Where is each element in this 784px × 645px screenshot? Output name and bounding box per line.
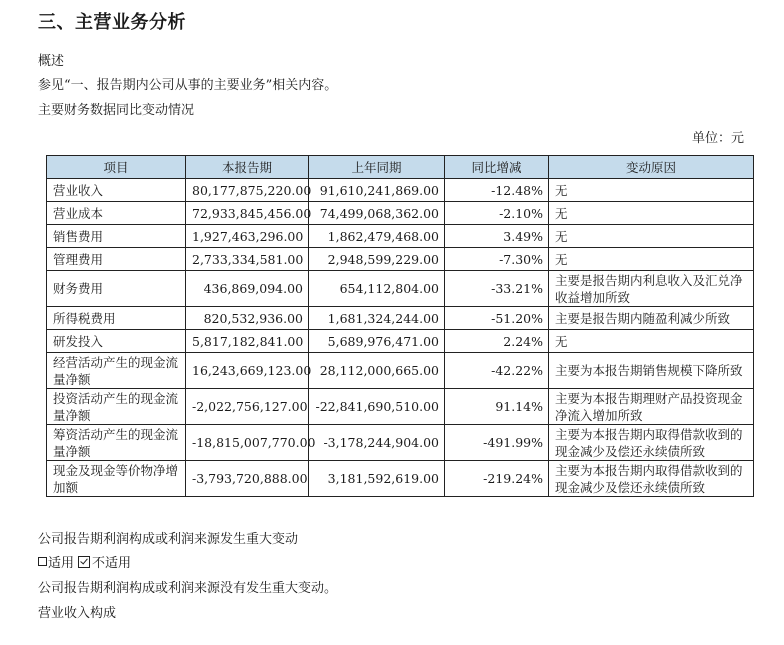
row-change-reason: 无 [549,202,754,225]
table-row [47,425,754,461]
row-item: 营业成本 [47,202,186,225]
row-item: 经营活动产生的现金流量净额 [47,353,186,389]
row-prior-period: -3,178,244,904.00 [309,425,445,461]
applicability-checkboxes [38,556,131,572]
table-row [47,271,754,307]
row-current-period: 5,817,182,841.00 [186,330,309,353]
overview-text: 参见“一、报告期内公司从事的主要业务”相关内容。 [38,78,338,93]
row-yoy-change: -33.21% [445,271,549,307]
row-prior-period: 91,610,241,869.00 [309,179,445,202]
row-change-reason: 主要为本报告期销售规模下降所致 [549,353,754,389]
checkbox-not-applicable-label: 不适用 [92,556,132,571]
row-yoy-change: -51.20% [445,307,549,330]
row-current-period: -2,022,756,127.00 [186,389,309,425]
row-item: 现金及现金等价物净增加额 [47,461,186,497]
row-item: 营业收入 [47,179,186,202]
row-change-reason: 无 [549,248,754,271]
table-row [47,353,754,389]
table-row [47,179,754,202]
row-prior-period: 654,112,804.00 [309,271,445,307]
table-row [47,202,754,225]
checkbox-not-applicable[interactable] [78,556,90,568]
table-row [47,248,754,271]
row-yoy-change: 91.14% [445,389,549,425]
financial-data-table [46,155,754,497]
revenue-section-label: 营业收入构成 [38,606,117,621]
table-row [47,225,754,248]
row-current-period: 80,177,875,220.00 [186,179,309,202]
header-prior-period: 上年同期 [309,156,445,179]
row-item: 财务费用 [47,271,186,307]
row-prior-period: -22,841,690,510.00 [309,389,445,425]
row-current-period: 72,933,845,456.00 [186,202,309,225]
row-yoy-change: -42.22% [445,353,549,389]
checkbox-applicable[interactable] [38,557,47,566]
row-change-reason: 主要为本报告期内取得借款收到的现金减少及偿还永续债所致 [549,425,754,461]
row-change-reason: 无 [549,225,754,248]
row-current-period: -3,793,720,888.00 [186,461,309,497]
row-yoy-change: -219.24% [445,461,549,497]
row-yoy-change: 3.49% [445,225,549,248]
profit-change-text: 公司报告期利润构成或利润来源没有发生重大变动。 [38,581,338,596]
table-row [47,461,754,497]
section-heading: 三、主营业务分析 [38,12,186,33]
row-yoy-change: -491.99% [445,425,549,461]
row-prior-period: 1,862,479,468.00 [309,225,445,248]
row-change-reason: 主要为本报告期理财产品投资现金净流入增加所致 [549,389,754,425]
row-prior-period: 5,689,976,471.00 [309,330,445,353]
row-item: 管理费用 [47,248,186,271]
row-current-period: 436,869,094.00 [186,271,309,307]
profit-change-title: 公司报告期利润构成或利润来源发生重大变动 [38,532,299,547]
row-change-reason: 主要是报告期内随盈利减少所致 [549,307,754,330]
unit-label: 单位：元 [691,131,744,146]
row-item: 研发投入 [47,330,186,353]
row-yoy-change: -7.30% [445,248,549,271]
row-current-period: 16,243,669,123.00 [186,353,309,389]
row-prior-period: 28,112,000,665.00 [309,353,445,389]
row-yoy-change: 2.24% [445,330,549,353]
row-change-reason: 主要是报告期内利息收入及汇兑净收益增加所致 [549,271,754,307]
row-yoy-change: -12.48% [445,179,549,202]
table-header-row [47,156,754,179]
checkbox-applicable-label: 适用 [48,556,75,571]
row-current-period: 1,927,463,296.00 [186,225,309,248]
row-current-period: 2,733,334,581.00 [186,248,309,271]
table-row [47,307,754,330]
table-row [47,330,754,353]
row-prior-period: 2,948,599,229.00 [309,248,445,271]
overview-label: 概述 [38,54,65,69]
row-prior-period: 3,181,592,619.00 [309,461,445,497]
row-change-reason: 主要为本报告期内取得借款收到的现金减少及偿还永续债所致 [549,461,754,497]
row-prior-period: 1,681,324,244.00 [309,307,445,330]
row-prior-period: 74,499,068,362.00 [309,202,445,225]
row-item: 投资活动产生的现金流量净额 [47,389,186,425]
row-current-period: -18,815,007,770.00 [186,425,309,461]
header-yoy-change: 同比增减 [445,156,549,179]
row-current-period: 820,532,936.00 [186,307,309,330]
table-caption: 主要财务数据同比变动情况 [38,103,195,118]
header-item: 项目 [47,156,186,179]
row-item: 筹资活动产生的现金流量净额 [47,425,186,461]
row-item: 销售费用 [47,225,186,248]
header-change-reason: 变动原因 [549,156,754,179]
table-row [47,389,754,425]
row-change-reason: 无 [549,179,754,202]
row-yoy-change: -2.10% [445,202,549,225]
row-item: 所得税费用 [47,307,186,330]
row-change-reason: 无 [549,330,754,353]
header-current-period: 本报告期 [186,156,309,179]
